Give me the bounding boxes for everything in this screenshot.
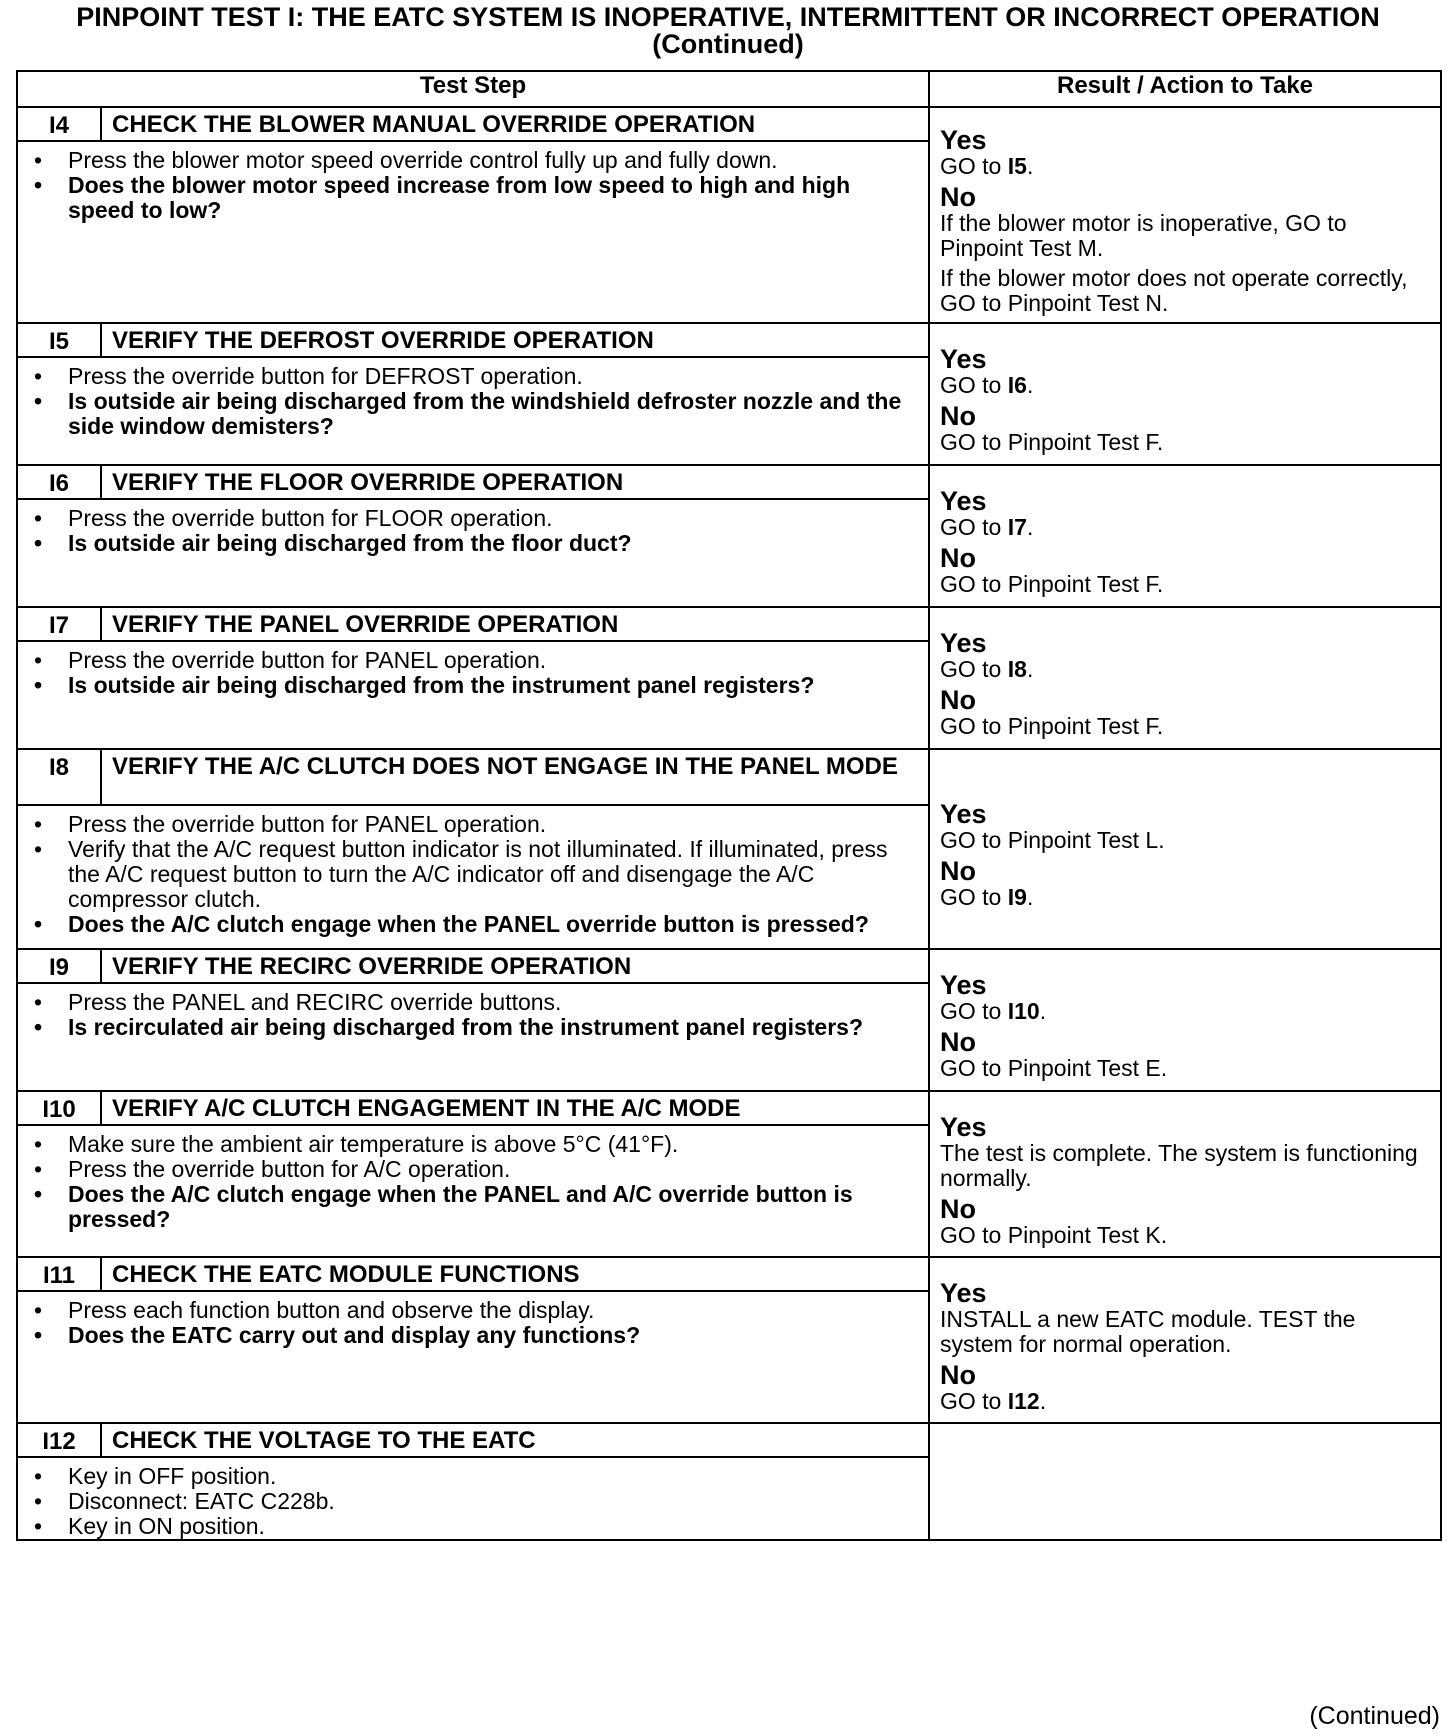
result-text: GO to Pinpoint Test F. <box>940 571 1164 597</box>
step-number: I12 <box>17 1423 101 1457</box>
result-yes-action <box>940 154 1430 179</box>
result-yes-action <box>940 999 1430 1024</box>
step-heading-row <box>17 323 1441 357</box>
result-yes-action <box>940 1141 1430 1191</box>
step-number: I9 <box>17 949 101 983</box>
step-instructions <box>17 1291 929 1423</box>
result-text: GO to Pinpoint Test L. <box>940 827 1165 853</box>
step-result <box>929 1257 1441 1423</box>
step-action: • Press the override button for PANEL operation. <box>28 812 918 837</box>
step-action-list <box>28 506 918 556</box>
result-yes-label: Yes <box>940 799 987 829</box>
step-action: • Make sure the ambient air temperature is above 5°C (41°F). <box>28 1132 918 1157</box>
step-question: • Is recirculated air being discharged from the instrument panel registers? <box>28 1015 918 1040</box>
step-action-list <box>28 648 918 698</box>
step-action-list <box>28 1464 918 1539</box>
step-action-list <box>28 812 918 937</box>
result-text: INSTALL a new EATC module. TEST the system for normal operation. <box>940 1305 1356 1357</box>
result-yes-label: Yes <box>940 1111 987 1142</box>
step-instructions <box>17 141 929 323</box>
step-action-list <box>28 990 918 1040</box>
step-action-list <box>28 148 918 223</box>
step-question: • Is outside air being discharged from the windshield defroster nozzle and the side window demisters? <box>28 389 918 439</box>
result-yes-label: Yes <box>940 344 987 374</box>
step-number: I7 <box>17 607 101 641</box>
result-step-ref: I12 <box>1007 1387 1040 1414</box>
result-yes-action <box>940 1307 1430 1357</box>
result-step-ref: I6 <box>1007 372 1027 398</box>
result-no-label: No <box>940 1027 976 1057</box>
page-title <box>0 4 1456 58</box>
result-text-end: . <box>1026 372 1034 398</box>
step-instructions <box>17 357 929 465</box>
result-text-end: . <box>1039 1387 1047 1414</box>
result-no-label: No <box>940 1359 976 1390</box>
step-instructions <box>17 983 929 1091</box>
step-question: • Does the EATC carry out and display any functions? <box>28 1323 918 1348</box>
step-action: • Verify that the A/C request button indicator is not illuminated. If illuminated, press the A/C request button to turn the A/C indicator off and disengage the A/C compressor clutch. <box>28 837 918 912</box>
step-heading-row <box>17 1091 1441 1125</box>
result-step-ref: I9 <box>1007 884 1027 910</box>
step-question: • Does the blower motor speed increase from low speed to high and high speed to low? <box>28 173 918 223</box>
step-heading: CHECK THE VOLTAGE TO THE EATC <box>101 1423 929 1457</box>
result-no-action <box>940 1389 1430 1414</box>
step-number: I10 <box>17 1091 101 1125</box>
result-text: The test is complete. The system is functioning normally. <box>940 1139 1418 1191</box>
result-no-label: No <box>940 856 976 886</box>
result-text: GO to <box>940 153 1008 179</box>
step-heading-row <box>17 465 1441 499</box>
result-no-label: No <box>940 182 976 212</box>
result-no-action <box>940 430 1430 455</box>
table-header-row <box>17 71 1441 107</box>
result-no-label: No <box>940 1193 976 1224</box>
result-no-action <box>940 1223 1430 1248</box>
step-instructions <box>17 1457 929 1540</box>
result-yes-action <box>940 657 1430 682</box>
step-action: • Press the override button for A/C operation. <box>28 1157 918 1182</box>
step-question: • Does the A/C clutch engage when the PANEL and A/C override button is pressed? <box>28 1182 918 1232</box>
result-yes-action <box>940 515 1430 540</box>
step-heading-row <box>17 1423 1441 1457</box>
step-result <box>929 607 1441 749</box>
step-heading: CHECK THE EATC MODULE FUNCTIONS <box>101 1257 929 1291</box>
step-heading: VERIFY THE A/C CLUTCH DOES NOT ENGAGE IN THE PANEL MODE <box>101 749 929 805</box>
step-result <box>929 1091 1441 1257</box>
result-text: GO to Pinpoint Test F. <box>940 429 1164 455</box>
step-instructions <box>17 805 929 949</box>
step-result <box>929 465 1441 607</box>
result-yes-label: Yes <box>940 486 987 516</box>
table-body <box>17 107 1441 1540</box>
step-action: • Press the override button for DEFROST operation. <box>28 364 918 389</box>
step-heading-row <box>17 107 1441 141</box>
result-no-label: No <box>940 401 976 431</box>
step-action: • Press each function button and observe the display. <box>28 1298 918 1323</box>
step-number: I11 <box>17 1257 101 1291</box>
step-result <box>929 107 1441 323</box>
step-heading: VERIFY THE PANEL OVERRIDE OPERATION <box>101 607 929 641</box>
result-text: GO to Pinpoint Test E. <box>940 1055 1168 1081</box>
result-no-action <box>940 266 1430 316</box>
step-action-list <box>28 1132 918 1232</box>
step-number: I5 <box>17 323 101 357</box>
step-result <box>929 1423 1441 1540</box>
result-text: GO to <box>940 1387 1008 1414</box>
result-step-ref: I5 <box>1007 153 1027 179</box>
result-yes-label: Yes <box>940 125 987 155</box>
step-result <box>929 749 1441 949</box>
step-action: • Press the PANEL and RECIRC override buttons. <box>28 990 918 1015</box>
result-text: GO to Pinpoint Test F. <box>940 713 1164 739</box>
title-line-1: PINPOINT TEST I: THE EATC SYSTEM IS INOPERATIVE, INTERMITTENT OR INCORRECT OPERATION <box>76 2 1380 32</box>
result-text-end: . <box>1026 153 1034 179</box>
result-no-action <box>940 211 1430 261</box>
step-heading-row <box>17 749 1441 805</box>
result-yes-action <box>940 828 1430 853</box>
step-action: • Disconnect: EATC C228b. <box>28 1489 918 1514</box>
result-yes-label: Yes <box>940 628 987 658</box>
step-heading-row <box>17 607 1441 641</box>
step-question: • Is outside air being discharged from the instrument panel registers? <box>28 673 918 698</box>
step-instructions <box>17 641 929 749</box>
step-number: I4 <box>17 107 101 141</box>
result-text: GO to <box>940 372 1008 398</box>
step-action: • Press the blower motor speed override control fully up and fully down. <box>28 148 918 173</box>
result-step-ref: I10 <box>1007 998 1040 1024</box>
result-text: GO to <box>940 884 1008 910</box>
result-text-end: . <box>1039 998 1047 1024</box>
result-no-action <box>940 572 1430 597</box>
result-no-label: No <box>940 543 976 573</box>
step-action: • Press the override button for PANEL operation. <box>28 648 918 673</box>
step-heading: VERIFY THE RECIRC OVERRIDE OPERATION <box>101 949 929 983</box>
title-line-2: (Continued) <box>652 29 804 59</box>
step-question: • Is outside air being discharged from the floor duct? <box>28 531 918 556</box>
step-question: • Does the A/C clutch engage when the PANEL override button is pressed? <box>28 912 918 937</box>
step-action: • Key in ON position. <box>28 1514 918 1539</box>
step-heading-row <box>17 949 1441 983</box>
result-text: If the blower motor does not operate correctly, GO to Pinpoint Test N. <box>940 265 1408 316</box>
step-action: • Press the override button for FLOOR operation. <box>28 506 918 531</box>
result-text: GO to <box>940 514 1008 540</box>
result-text: If the blower motor is inoperative, GO to Pinpoint Test M. <box>940 210 1347 261</box>
step-instructions <box>17 499 929 607</box>
result-header: Result / Action to Take <box>929 71 1441 107</box>
step-result <box>929 949 1441 1091</box>
step-heading-row <box>17 1257 1441 1291</box>
result-no-label: No <box>940 685 976 715</box>
result-step-ref: I8 <box>1007 656 1027 682</box>
step-result <box>929 323 1441 465</box>
result-yes-label: Yes <box>940 1277 987 1308</box>
result-text: GO to <box>940 998 1008 1024</box>
result-yes-action <box>940 373 1430 398</box>
result-no-action <box>940 1056 1430 1081</box>
step-heading: VERIFY THE FLOOR OVERRIDE OPERATION <box>101 465 929 499</box>
step-heading: VERIFY THE DEFROST OVERRIDE OPERATION <box>101 323 929 357</box>
result-yes-label: Yes <box>940 970 987 1000</box>
result-step-ref: I7 <box>1007 514 1027 540</box>
test-step-header: Test Step <box>17 71 929 107</box>
result-text-end: . <box>1026 514 1034 540</box>
result-no-action <box>940 714 1430 739</box>
continued-footer: (Continued) <box>1309 1702 1440 1730</box>
step-action-list <box>28 364 918 439</box>
step-action-list <box>28 1298 918 1348</box>
result-text-end: . <box>1026 656 1034 682</box>
result-text-end: . <box>1026 884 1034 910</box>
step-action: • Key in OFF position. <box>28 1464 918 1489</box>
result-text: GO to Pinpoint Test K. <box>940 1221 1168 1248</box>
result-text: GO to <box>940 656 1008 682</box>
step-number: I6 <box>17 465 101 499</box>
step-instructions <box>17 1125 929 1257</box>
step-number: I8 <box>17 749 101 805</box>
result-no-action <box>940 885 1430 910</box>
step-heading: CHECK THE BLOWER MANUAL OVERRIDE OPERATION <box>101 107 929 141</box>
step-heading: VERIFY A/C CLUTCH ENGAGEMENT IN THE A/C MODE <box>101 1091 929 1125</box>
pinpoint-table <box>16 70 1442 1541</box>
